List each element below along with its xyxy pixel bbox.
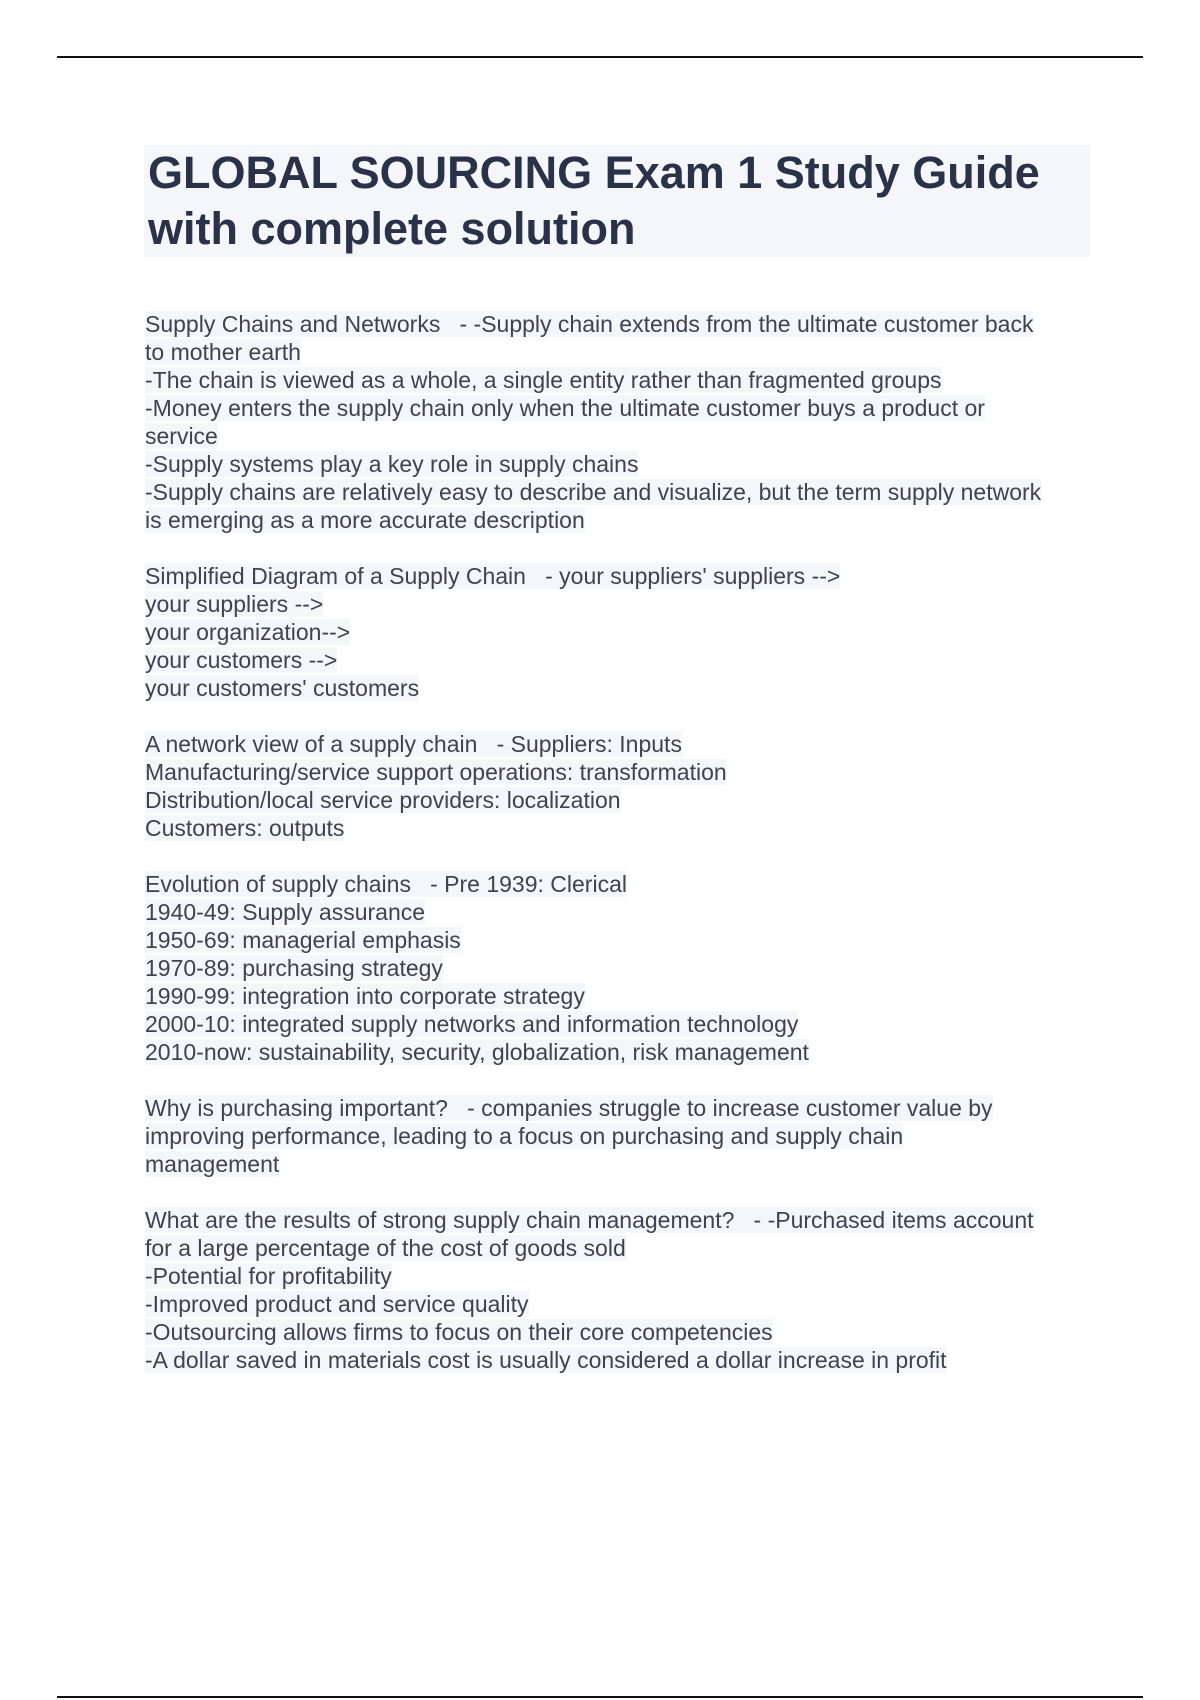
entry-line: -The chain is viewed as a whole, a single entity rather than fragmented groups xyxy=(145,367,942,393)
entry-line: for a large percentage of the cost of goods sold xyxy=(145,1235,626,1261)
entry-line: What are the results of strong supply chain management? - -Purchased items account xyxy=(145,1207,1034,1233)
entry-line: to mother earth xyxy=(145,339,301,365)
entry-line: 1940-49: Supply assurance xyxy=(145,899,426,925)
entry-line: your customers' customers xyxy=(145,675,420,701)
entry-line: your suppliers --> xyxy=(145,591,324,617)
entry-line: 1990-99: integration into corporate strategy xyxy=(145,983,585,1009)
qa-entry-results-scm xyxy=(145,1206,1095,1374)
entry-line: Manufacturing/service support operations: transformation xyxy=(145,759,727,785)
entry-line: Distribution/local service providers: localization xyxy=(145,787,621,813)
entry-line: A network view of a supply chain - Suppliers: Inputs xyxy=(145,731,682,757)
qa-entry-network-view xyxy=(145,730,1095,842)
entry-line: your customers --> xyxy=(145,647,338,673)
entry-line: your organization--> xyxy=(145,619,351,645)
entry-line: -Improved product and service quality xyxy=(145,1291,529,1317)
qa-entry-simplified-diagram xyxy=(145,562,1095,702)
qa-entry-supply-chains-networks xyxy=(145,310,1095,534)
entry-line: Customers: outputs xyxy=(145,815,345,841)
entry-line: -Outsourcing allows firms to focus on their core competencies xyxy=(145,1319,773,1345)
entry-line: management xyxy=(145,1151,280,1177)
entry-line: -Money enters the supply chain only when the ultimate customer buys a product or xyxy=(145,395,985,421)
entry-line: -Potential for profitability xyxy=(145,1263,392,1289)
entry-line: Why is purchasing important? - companies struggle to increase customer value by xyxy=(145,1095,993,1121)
header-rule xyxy=(57,56,1143,58)
entry-line: Supply Chains and Networks - -Supply chain extends from the ultimate customer back xyxy=(145,311,1034,337)
entry-line: service xyxy=(145,423,218,449)
entry-line: -A dollar saved in materials cost is usually considered a dollar increase in profit xyxy=(145,1347,947,1373)
qa-entry-why-purchasing xyxy=(145,1094,1095,1178)
qa-entry-evolution xyxy=(145,870,1095,1066)
entry-line: 1950-69: managerial emphasis xyxy=(145,927,461,953)
entry-line: Evolution of supply chains - Pre 1939: Clerical xyxy=(145,871,627,897)
study-guide-content xyxy=(145,310,1095,1402)
entry-line: improving performance, leading to a focus on purchasing and supply chain xyxy=(145,1123,904,1149)
footer-rule xyxy=(57,1696,1143,1698)
entry-line: -Supply chains are relatively easy to describe and visualize, but the term supply network xyxy=(145,479,1042,505)
title-block xyxy=(144,145,1090,257)
page-title: GLOBAL SOURCING Exam 1 Study Guide with complete solution xyxy=(148,147,1040,254)
entry-line: 2010-now: sustainability, security, globalization, risk management xyxy=(145,1039,809,1065)
entry-line: Simplified Diagram of a Supply Chain - your suppliers' suppliers --> xyxy=(145,563,841,589)
entry-line: 2000-10: integrated supply networks and information technology xyxy=(145,1011,799,1037)
entry-line: is emerging as a more accurate description xyxy=(145,507,585,533)
entry-line: -Supply systems play a key role in supply chains xyxy=(145,451,639,477)
entry-line: 1970-89: purchasing strategy xyxy=(145,955,443,981)
